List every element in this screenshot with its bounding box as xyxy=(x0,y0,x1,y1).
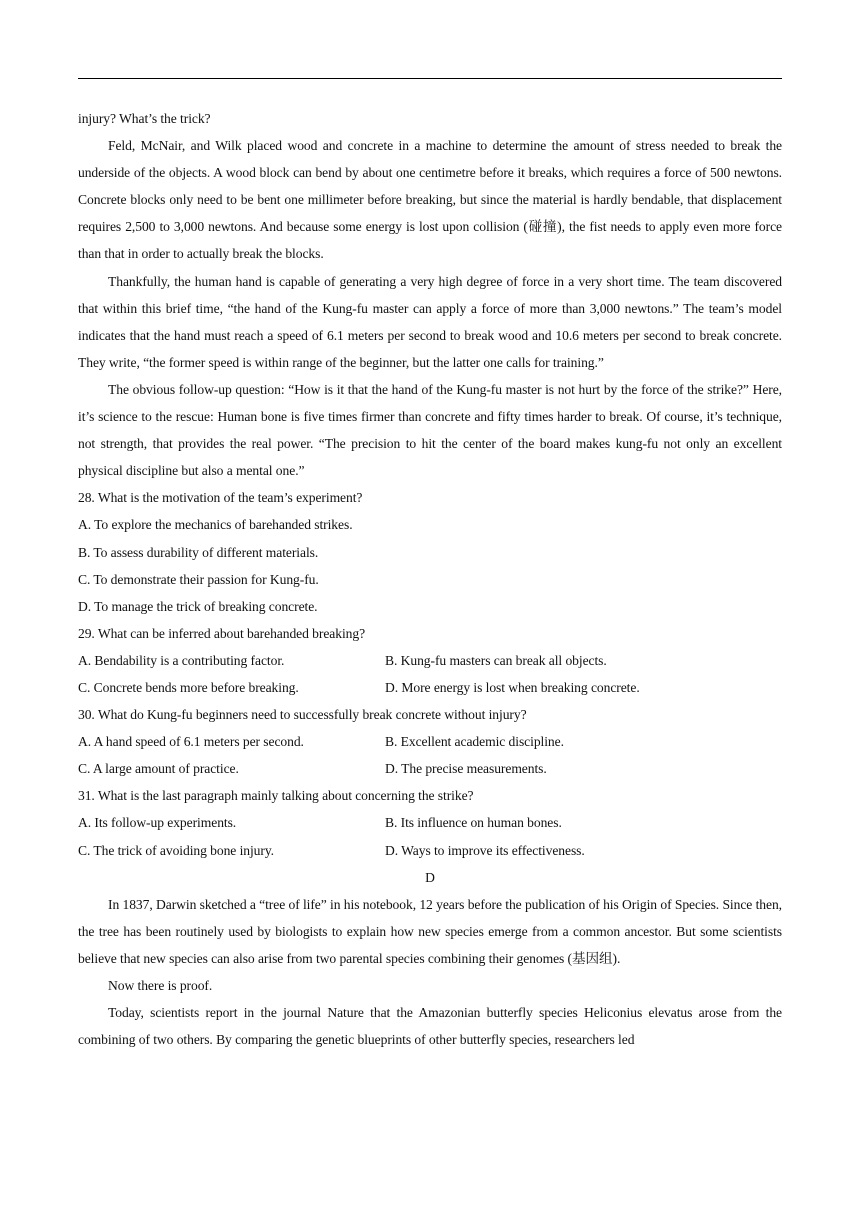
passage-c-continuation: injury? What’s the trick? xyxy=(78,111,211,126)
option-row xyxy=(78,728,782,755)
document-body xyxy=(78,105,782,1053)
passage-c-paragraph-1: Feld, McNair, and Wilk placed wood and concrete in a machine to determine the amount of stress needed to break the underside of the objects. A wood block can bend by about one centimetre before it breaks, which requires a force of 500 newtons. Concrete blocks only need to be bent one millimeter before breaking, but since the material is hardly bendable, that displacement requires 2,500 to 3,000 newtons. And because some energy is lost upon collision (碰撞), the fist needs to apply even more force than that in order to actually break the blocks. xyxy=(78,138,782,262)
passage-d-paragraph-3: Today, scientists report in the journal Nature that the Amazonian butterfly species Heliconius elevatus arose from the combining of two others. By comparing the genetic blueprints of other butterfly species, researchers led xyxy=(78,1005,782,1048)
question-stem: 28. What is the motivation of the team’s experiment? xyxy=(78,490,363,506)
option-b: B. Excellent academic discipline. xyxy=(385,734,564,750)
question-28 xyxy=(78,484,782,619)
option-a: A. A hand speed of 6.1 meters per second. xyxy=(78,734,304,750)
passage-d-paragraph-1: In 1837, Darwin sketched a “tree of life” in his notebook, 12 years before the publication of his Origin of Species. Since then, the tree has been routinely used by biologists to explain how new species emerge from a common ancestor. But some scientists believe that new species can also arise from two parental species combining their genomes (基因组). xyxy=(78,896,782,966)
option-row xyxy=(78,755,782,782)
option-row xyxy=(78,647,782,674)
option-d: D. More energy is lost when breaking concrete. xyxy=(385,679,640,695)
option-row xyxy=(78,809,782,836)
option-c: C. A large amount of practice. xyxy=(78,761,239,777)
question-stem: 30. What do Kung-fu beginners need to successfully break concrete without injury? xyxy=(78,707,527,723)
option-b: B. To assess durability of different materials. xyxy=(78,544,319,560)
option-d: D. To manage the trick of breaking concrete. xyxy=(78,598,318,614)
section-heading-d: D xyxy=(425,869,435,885)
header-rule xyxy=(78,78,782,79)
question-29 xyxy=(78,620,782,701)
option-c: C. The trick of avoiding bone injury. xyxy=(78,842,275,858)
option-a: A. To explore the mechanics of barehanded strikes. xyxy=(78,517,353,533)
option-b: B. Its influence on human bones. xyxy=(385,815,562,831)
option-d: D. The precise measurements. xyxy=(385,761,547,777)
option-b: B. Kung-fu masters can break all objects. xyxy=(385,652,607,668)
passage-c-paragraph-2: Thankfully, the human hand is capable of generating a very high degree of force in a very short time. The team discovered that within this brief time, “the hand of the Kung-fu master can apply a force of more than 3,000 newtons.” The team’s model indicates that the hand must reach a speed of 6.1 meters per second to break wood and 10.6 meters per second to break concrete. They write, “the former speed is within range of the beginner, but the latter one calls for training.” xyxy=(78,273,782,370)
option-d: D. Ways to improve its effectiveness. xyxy=(385,842,585,858)
question-stem: 31. What is the last paragraph mainly talking about concerning the strike? xyxy=(78,788,474,804)
passage-d-paragraph-2: Now there is proof. xyxy=(108,978,213,993)
option-row xyxy=(78,837,782,864)
question-31 xyxy=(78,782,782,863)
option-c: C. To demonstrate their passion for Kung-fu. xyxy=(78,571,319,587)
option-row xyxy=(78,674,782,701)
question-stem: 29. What can be inferred about barehanded breaking? xyxy=(78,625,366,641)
passage-c-paragraph-3: The obvious follow-up question: “How is it that the hand of the Kung-fu master is not hurt by the force of the strike?” Here, it’s science to the rescue: Human bone is five times firmer than concrete and fifty times harder to break. Of course, it’s technique, not strength, that provides the real power. “The precision to hit the center of the board makes kung-fu not only an excellent physical discipline but also a mental one.” xyxy=(78,381,782,479)
question-30 xyxy=(78,701,782,782)
option-a: A. Bendability is a contributing factor. xyxy=(78,652,285,668)
option-a: A. Its follow-up experiments. xyxy=(78,815,237,831)
option-c: C. Concrete bends more before breaking. xyxy=(78,679,299,695)
